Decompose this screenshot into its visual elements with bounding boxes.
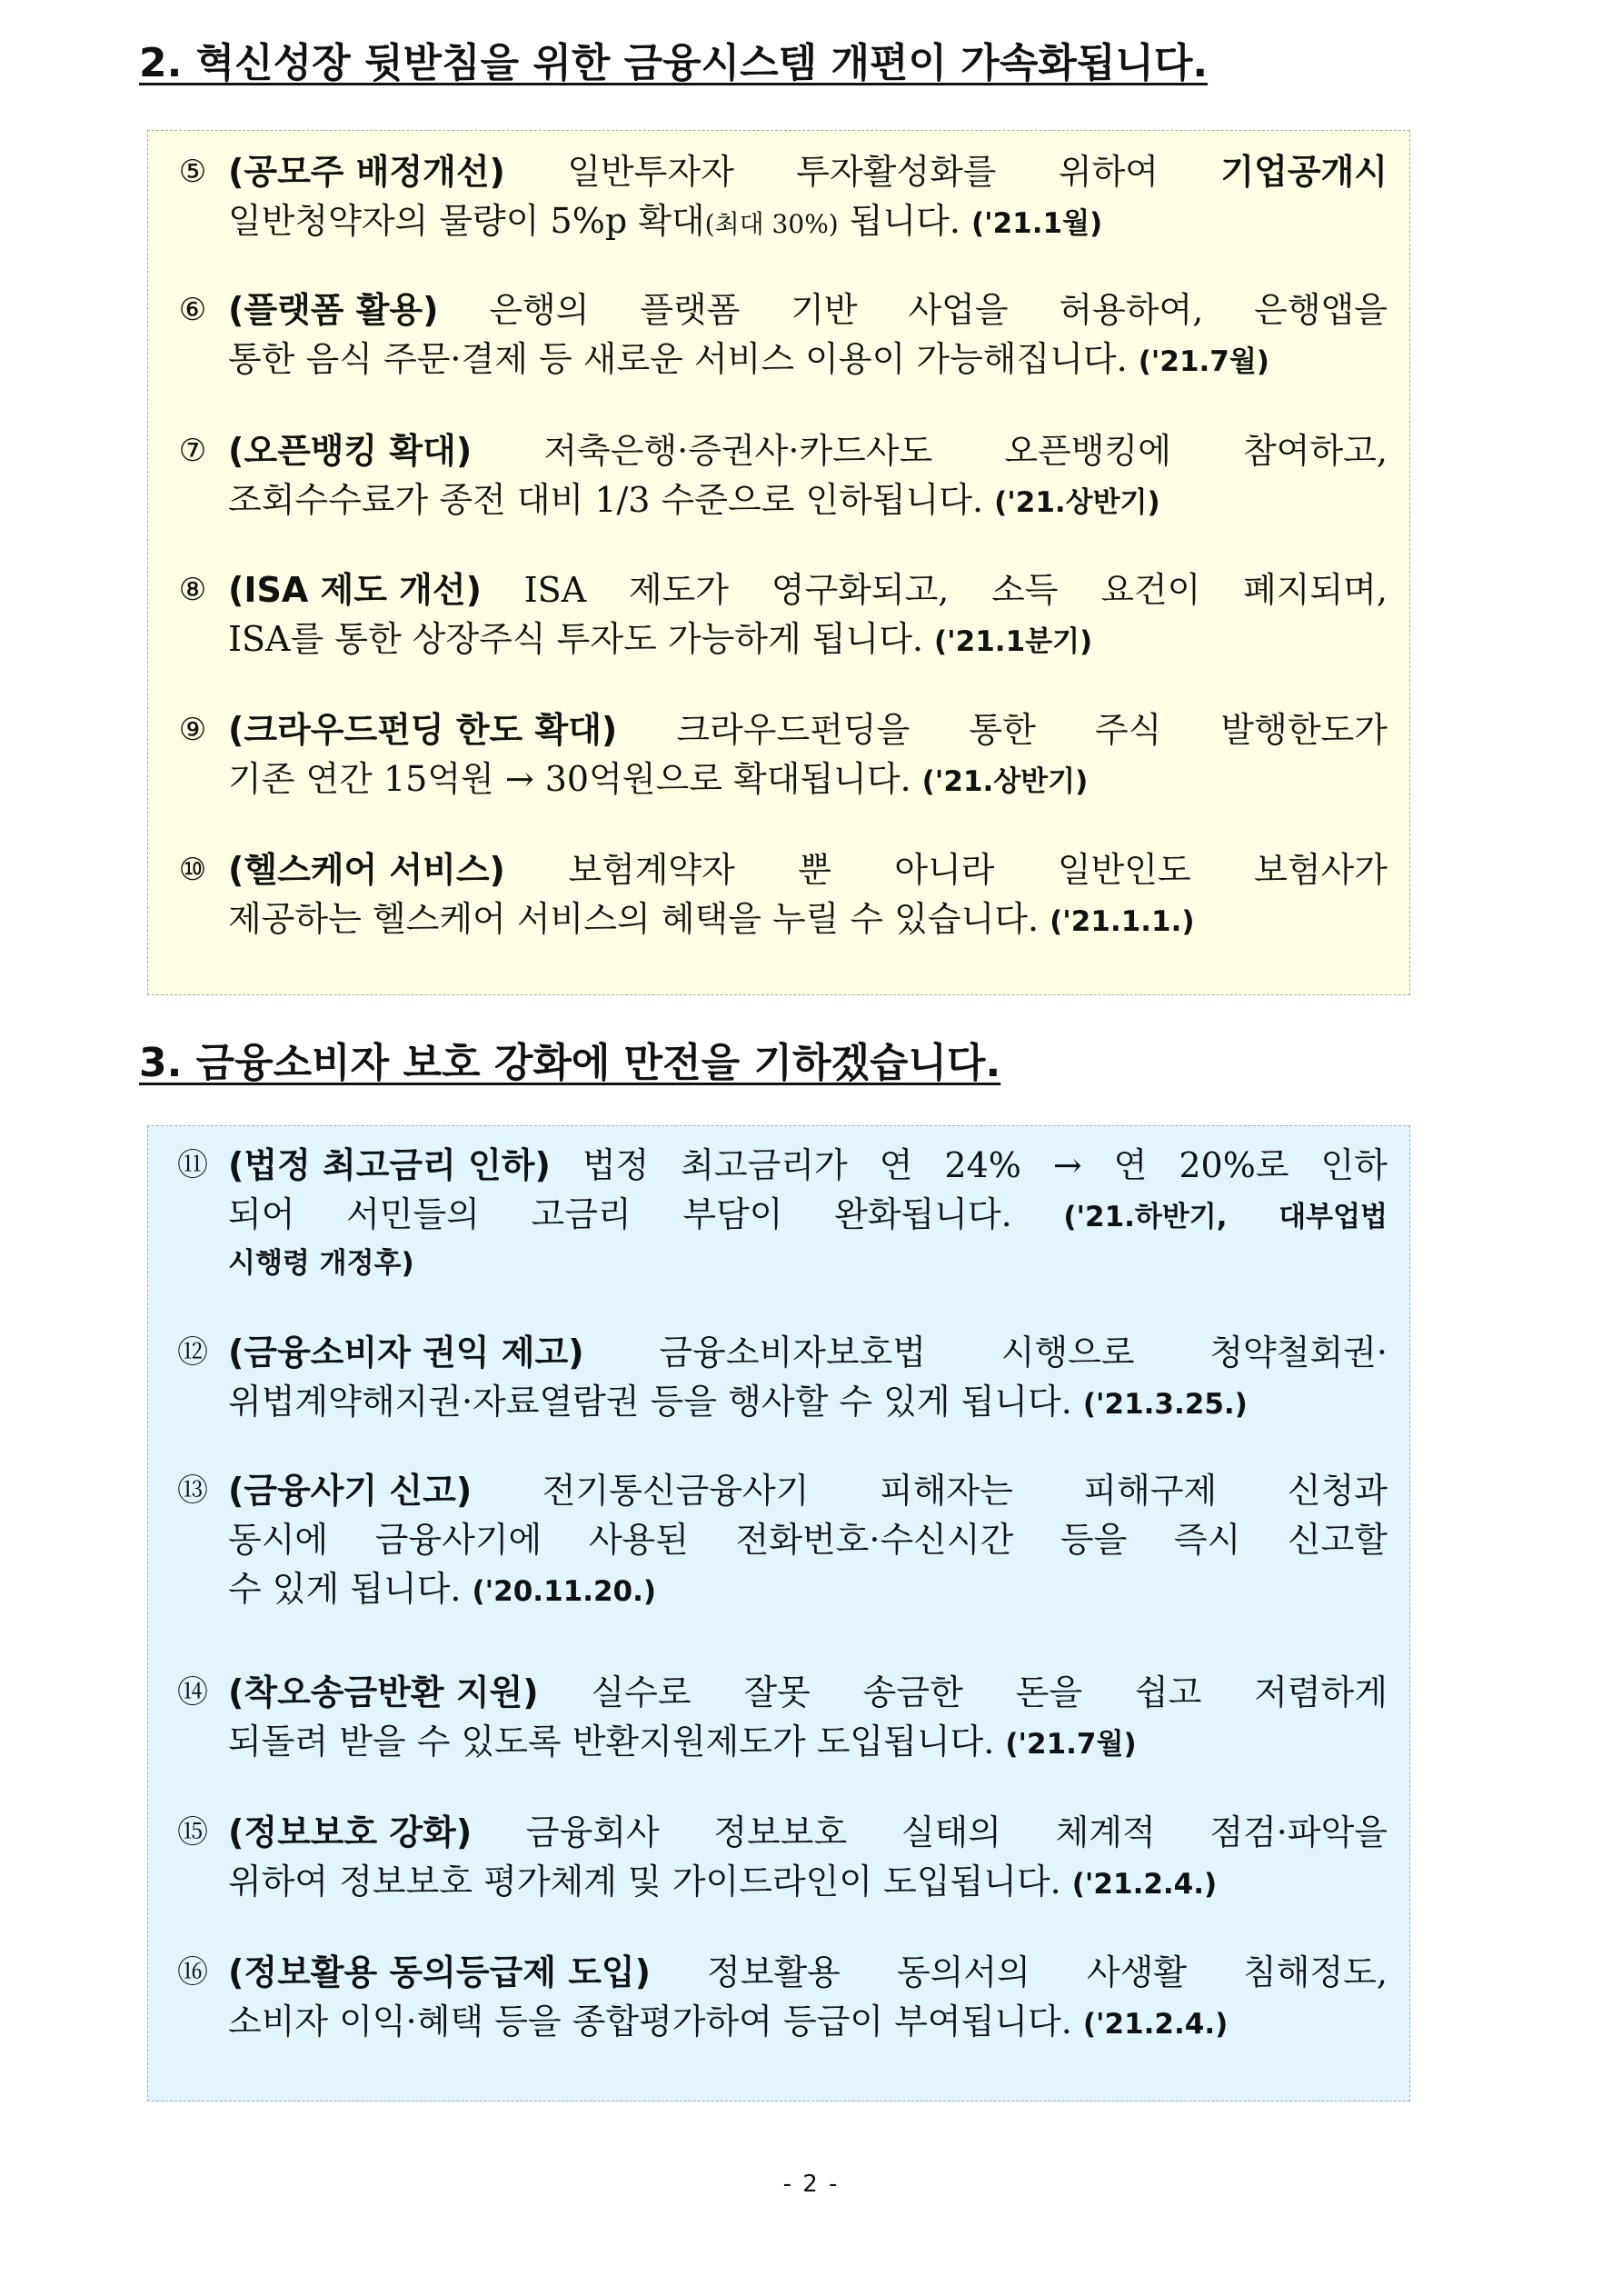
- item-text: 신고할: [1287, 1520, 1388, 1560]
- item-text: 은행의: [489, 290, 590, 330]
- item-date: ('21.2.4.): [1071, 1868, 1218, 1901]
- item-text: 위하여 정보보호 평가체계 및 가이드라인이 도입됩니다.: [228, 1862, 1061, 1902]
- item-text: 영구화되고,: [771, 570, 950, 610]
- item-text: 실수로: [591, 1672, 692, 1712]
- item-number: ⑦: [178, 433, 207, 469]
- item-number: ⑯: [177, 1954, 208, 1991]
- item-text: 사생활: [1086, 1952, 1187, 1992]
- item-number: ⑥: [178, 292, 207, 328]
- item-text: 실태의: [901, 1812, 1001, 1852]
- item-text: 일반청약자의 물량이 5%p 확대: [228, 201, 705, 241]
- item-heading: (오픈뱅킹 확대): [228, 431, 473, 471]
- item-text: 통한 음식 주문·결제 등 새로운 서비스 이용이 가능해집니다.: [228, 339, 1128, 379]
- item-text: 수 있게 됩니다.: [228, 1569, 462, 1609]
- item-text: 동시에: [228, 1520, 329, 1560]
- item-heading: (정보활용 동의등급제 도입): [228, 1952, 651, 1992]
- item-date: ('21.1월): [970, 207, 1103, 240]
- item-text: 참여하고,: [1243, 431, 1388, 471]
- item-text: 청약철회권·: [1209, 1333, 1388, 1373]
- item-date: 시행령 개정후): [228, 1247, 414, 1280]
- item-text: 20%로: [1179, 1145, 1289, 1185]
- item-number: ⑪: [177, 1147, 208, 1183]
- item-note: (최대 30%): [704, 209, 839, 239]
- item-text: 사용된: [588, 1520, 689, 1560]
- item-text: 요건이: [1100, 570, 1201, 610]
- item-text: 아니라: [894, 850, 995, 890]
- item-number: ⑧: [178, 572, 207, 608]
- item-text: 되돌려 받을 수 있도록 반환지원제도가 도입됩니다.: [228, 1722, 995, 1762]
- item-text: 점검·파악을: [1209, 1812, 1388, 1852]
- item-heading: (헬스케어 서비스): [228, 850, 505, 890]
- item-text: 기업공개시: [1220, 152, 1388, 192]
- item-heading: (법정 최고금리 인하): [228, 1145, 551, 1185]
- item-text: 위하여: [1058, 152, 1159, 192]
- section-2-title: 2. 혁신성장 뒷받침을 위한 금융시스템 개편이 가속화됩니다.: [139, 40, 1209, 86]
- item-date: ('21.1.1.): [1050, 905, 1195, 938]
- item-text: 저렴하게: [1254, 1672, 1388, 1712]
- item-text: 완화됩니다.: [834, 1194, 1012, 1234]
- item-text: 정보활용: [707, 1952, 841, 1992]
- item-text: 기존 연간 15억원 → 30억원으로 확대됩니다.: [228, 759, 911, 799]
- item-number: ⑫: [177, 1334, 208, 1371]
- item-text: 허용하여,: [1059, 290, 1204, 330]
- item-text: 기반: [791, 290, 858, 330]
- item-text: 침해정도,: [1243, 1952, 1388, 1992]
- item-date: ('21.1분기): [934, 625, 1093, 658]
- item-text: 쉽고: [1134, 1672, 1202, 1712]
- item-date: ('20.11.20.): [472, 1575, 657, 1608]
- item-text: 오픈뱅킹에: [1004, 431, 1171, 471]
- item-heading: (정보보호 강화): [228, 1812, 473, 1852]
- item-number: ⑭: [177, 1674, 208, 1711]
- item-text: ISA: [523, 570, 587, 610]
- item-text: 보험계약자: [568, 850, 735, 890]
- item-text: 고금리: [531, 1194, 632, 1234]
- item-text: 크라우드펀딩을: [676, 710, 911, 750]
- item-text: 최고금리가: [681, 1145, 848, 1185]
- item-text: 동의서의: [896, 1952, 1030, 1992]
- item-text: 법정: [582, 1145, 650, 1185]
- item-text: 24%: [944, 1145, 1021, 1185]
- item-heading: (착오송금반환 지원): [228, 1672, 539, 1712]
- item-text: 제공하는 헬스케어 서비스의 혜택을 누릴 수 있습니다.: [228, 899, 1040, 939]
- item-text: 조회수수료가 종전 대비 1/3 수준으로 인하됩니다.: [228, 480, 984, 520]
- item-text: 금융회사: [525, 1812, 660, 1852]
- item-text: ISA를 통한 상장주식 투자도 가능하게 됩니다.: [228, 619, 923, 659]
- item-text: 일반투자자: [567, 152, 734, 192]
- item-number: ⑤: [178, 154, 207, 190]
- item-text: 위법계약해지권·자료열람권 등을 행사할 수 있게 됩니다.: [228, 1382, 1072, 1422]
- item-heading: (크라우드펀딩 한도 확대): [228, 710, 618, 750]
- item-date: ('21.2.4.): [1082, 2008, 1229, 2041]
- section-3-title: 3. 금융소비자 보호 강화에 만전을 기하겠습니다.: [139, 1040, 1001, 1086]
- item-text: 보험사가: [1254, 850, 1388, 890]
- item-text: 신청과: [1287, 1471, 1388, 1511]
- item-text: 플랫폼: [640, 290, 741, 330]
- item-text: 소득: [991, 570, 1059, 610]
- item-text: 체계적: [1055, 1812, 1156, 1852]
- item-text: 등을: [1060, 1520, 1128, 1560]
- item-text: 은행앱을: [1254, 290, 1388, 330]
- item-text: 피해자는: [880, 1471, 1013, 1511]
- item-text: 일반인도: [1057, 850, 1191, 890]
- item-text: 돈을: [1015, 1672, 1083, 1712]
- item-text: →: [1052, 1145, 1082, 1185]
- item-date: ('21.하반기,: [1063, 1201, 1228, 1233]
- item-number: ⑩: [178, 852, 207, 888]
- item-text: 송금한: [862, 1672, 963, 1712]
- item-heading: (공모주 배정개선): [228, 152, 505, 192]
- item-text: 발행한도가: [1220, 710, 1388, 750]
- item-text: 즉시: [1173, 1520, 1241, 1560]
- item-text: 연: [1113, 1145, 1148, 1185]
- item-date: 대부업법: [1279, 1201, 1388, 1233]
- item-text: 피해구제: [1083, 1471, 1218, 1511]
- item-text: 주식: [1094, 710, 1162, 750]
- item-text: 전기통신금융사기: [542, 1471, 810, 1511]
- item-text: 투자활성화를: [796, 152, 997, 192]
- item-date: ('21.3.25.): [1082, 1388, 1248, 1421]
- item-heading: (금융소비자 권익 제고): [228, 1333, 584, 1373]
- item-text: 저축은행·증권사·카드사도: [543, 431, 933, 471]
- item-text: 정보보호: [713, 1812, 848, 1852]
- item-date: ('21.상반기): [994, 486, 1160, 519]
- item-text: 되어: [228, 1194, 295, 1234]
- item-text: 됩니다.: [849, 201, 960, 241]
- item-heading: (금융사기 신고): [228, 1471, 473, 1511]
- section-3-box: [147, 1125, 1410, 2101]
- item-text: 인하: [1320, 1145, 1388, 1185]
- page-number: - 2 -: [782, 2171, 840, 2198]
- item-text: 시행으로: [1000, 1333, 1135, 1373]
- item-text: 연: [879, 1145, 913, 1185]
- item-text: 통한: [969, 710, 1036, 750]
- item-text: 금융사기에: [374, 1520, 542, 1560]
- item-text: 뿐: [798, 850, 831, 890]
- item-text: 사업을: [908, 290, 1009, 330]
- item-number: ⑮: [177, 1814, 208, 1851]
- item-text: 잘못: [743, 1672, 811, 1712]
- item-text: 금융소비자보호법: [659, 1333, 926, 1373]
- item-date: ('21.상반기): [921, 765, 1089, 798]
- item-text: 전화번호·수신시간: [735, 1520, 1014, 1560]
- item-text: 부담이: [682, 1194, 783, 1234]
- item-heading: (플랫폼 활용): [228, 290, 439, 330]
- item-date: ('21.7월): [1005, 1728, 1137, 1761]
- item-text: 폐지되며,: [1243, 570, 1388, 610]
- item-text: 서민들의: [346, 1194, 480, 1234]
- item-text: 제도가: [628, 570, 730, 610]
- item-number: ⑬: [177, 1472, 208, 1509]
- section-2-box: [147, 130, 1410, 995]
- item-number: ⑨: [178, 712, 207, 748]
- item-date: ('21.7월): [1138, 345, 1269, 378]
- item-heading: (ISA 제도 개선): [228, 570, 482, 610]
- item-text: 소비자 이익·혜택 등을 종합평가하여 등급이 부여됩니다.: [228, 2002, 1072, 2041]
